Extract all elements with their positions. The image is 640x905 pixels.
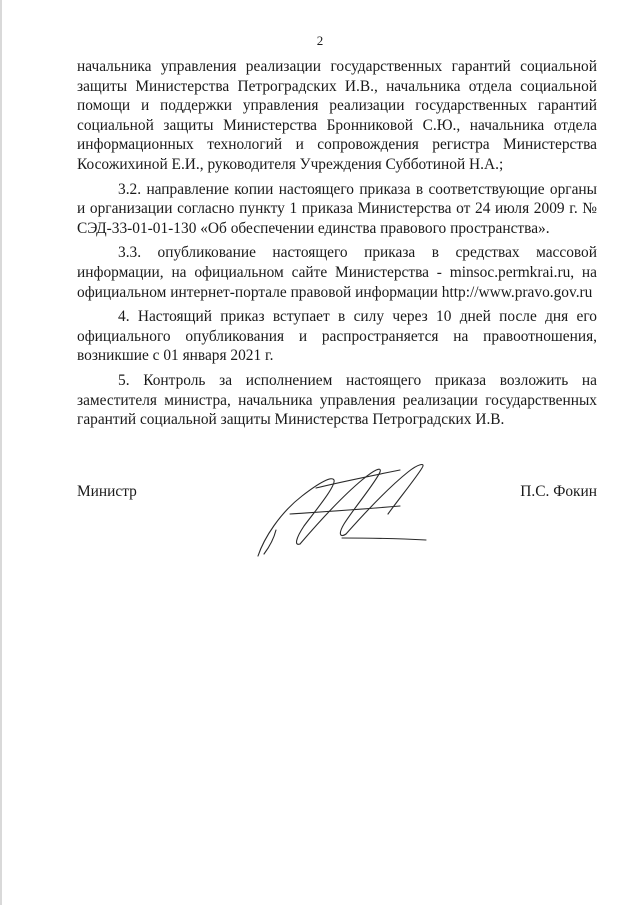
document-body — [77, 57, 597, 435]
handwritten-signature — [250, 458, 440, 568]
paragraph-5: 5. Контроль за исполнением настоящего приказа возложить на заместителя министра, начальника управления реализации государственных гарантий социальной защиты Министерства Петроградских И.В. — [77, 371, 597, 429]
scan-edge — [0, 0, 2, 905]
paragraph-3-3: 3.3. опубликование настоящего приказа в средствах массовой информации, на официальном сайте Министерства - minsoc.permkrai.ru, на официальном интернет-портале правовой информации http://www.pravo.gov.ru — [77, 244, 597, 301]
signer-title: Министр — [77, 483, 137, 500]
paragraph-3-2: 3.2. направление копии настоящего приказа в соответствующие органы и организации согласно пункту 1 приказа Министерства от 24 июля 2009 г. № СЭД-33-01-01-130 «Об обеспечении единства правового пространства». — [77, 180, 597, 237]
page-number: 2 — [316, 33, 324, 48]
signer-name: П.С. Фокин — [520, 483, 597, 500]
paragraph-4: 4. Настоящий приказ вступает в силу через 10 дней после дня его официального опубликования и распространяется на правоотношения, возникшие с 01 января 2021 г. — [77, 308, 597, 365]
paragraph-continuation: начальника управления реализации государственных гарантий социальной защиты Министерства Петроградских И.В., начальника отдела социальной помощи и поддержки управления реализации государственных гарантий социальной защиты Министерства Бронниковой С.Ю., начальника отдела информационных технологий и сопровождения регистра Министерства Косожихиной Е.И., руководителя Учреждения Субботиной Н.А.; — [77, 58, 597, 173]
